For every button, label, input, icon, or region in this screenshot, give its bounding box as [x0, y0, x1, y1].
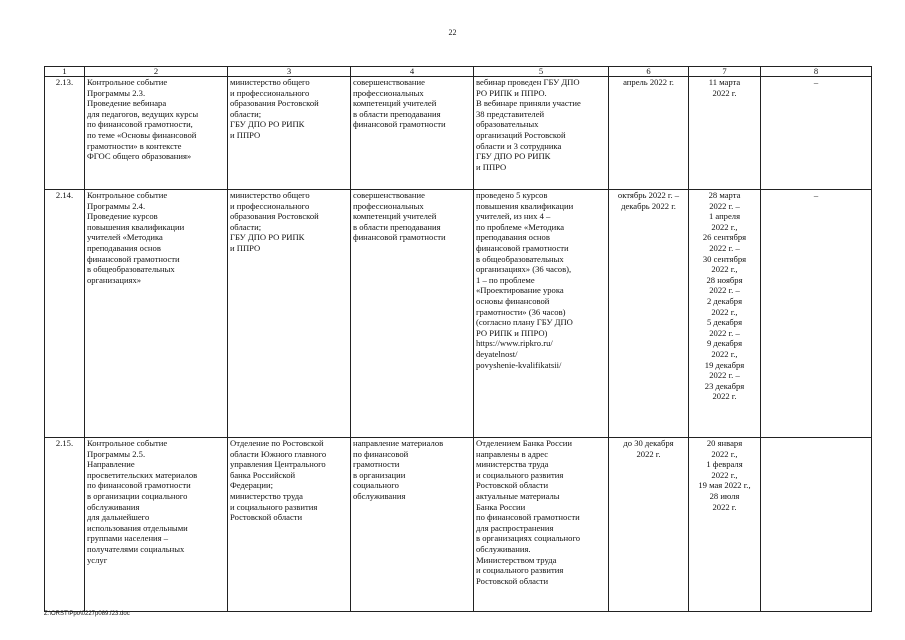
page-number: 22: [448, 28, 457, 37]
note-cell: –: [761, 77, 872, 190]
event-cell: Контрольное событие Программы 2.4. Проведение курсов повышения квалификации учителей «Методика преподавания основ финансовой грамотности в общеобразовательных организациях»: [85, 190, 228, 438]
executor-cell: Отделение по Ростовской области Южного главного управления Центрального банка Российской Федерации; министерство труда и социального развития Ростовской области: [228, 438, 351, 612]
event-cell: Контрольное событие Программы 2.5. Направление просветительских материалов по финансовой грамотности в организации социального обслуживания для дальнейшего использования отдельными группами населения – получателями социальных услуг: [85, 438, 228, 612]
event-cell: Контрольное событие Программы 2.3. Проведение вебинара для педагогов, ведущих курсы по финансовой грамотности, по теме «Основы финансовой грамотности» в контексте ФГОС общего образования»: [85, 77, 228, 190]
result-cell: совершенствование профессиональных компетенций учителей в области преподавания финансовой грамотности: [351, 190, 474, 438]
note-cell: [761, 438, 872, 612]
table-row: [45, 190, 872, 438]
plan-date-cell: до 30 декабря 2022 г.: [609, 438, 689, 612]
table-row: [45, 438, 872, 612]
plan-date-cell: октябрь 2022 г. – декабрь 2022 г.: [609, 190, 689, 438]
plan-date-cell: апрель 2022 г.: [609, 77, 689, 190]
col-number: 7: [689, 67, 761, 77]
note-cell: –: [761, 190, 872, 438]
col-number: 1: [45, 67, 85, 77]
col-number: 5: [474, 67, 609, 77]
executor-cell: министерство общего и профессионального образования Ростовской области; ГБУ ДПО РО РИПК и ППРО: [228, 77, 351, 190]
file-path-footer: Z:\ORST\Ppo\0227p089.f23.doc: [44, 611, 130, 617]
fact-date-cell: 20 января 2022 г., 1 февраля 2022 г., 19 мая 2022 г., 28 июля 2022 г.: [689, 438, 761, 612]
col-number: 8: [761, 67, 872, 77]
row-number: 2.14.: [45, 190, 85, 438]
executor-cell: министерство общего и профессионального образования Ростовской области; ГБУ ДПО РО РИПК и ППРО: [228, 190, 351, 438]
table-row: [45, 77, 872, 190]
col-number: 4: [351, 67, 474, 77]
col-number: 3: [228, 67, 351, 77]
fact-date-cell: 28 марта 2022 г. – 1 апреля 2022 г., 26 сентября 2022 г. – 30 сентября 2022 г., 28 ноября 2022 г. – 2 декабря 2022 г., 5 декабря 2022 г. – 9 декабря 2022 г., 19 декабря 2022 г. – 23 декабря 2022 г.: [689, 190, 761, 438]
column-number-row: [45, 67, 872, 77]
actual-result-cell: Отделением Банка России направлены в адрес министерства труда и социального развития Ростовской области актуальные материалы Банка России по финансовой грамотности для распространения в организациях социального обслуживания. Министерством труда и социального развития Ростовской области: [474, 438, 609, 612]
row-number: 2.13.: [45, 77, 85, 190]
row-number: 2.15.: [45, 438, 85, 612]
actual-result-cell: вебинар проведен ГБУ ДПО РО РИПК и ППРО. В вебинаре приняли участие 38 представителей образовательных организаций Ростовской области и 3 сотрудника ГБУ ДПО РО РИПК и ППРО: [474, 77, 609, 190]
fact-date-cell: 11 марта 2022 г.: [689, 77, 761, 190]
actual-result-cell: проведено 5 курсов повышения квалификации учителей, из них 4 – по проблеме «Методика преподавания основ финансовой грамотности в общеобразовательных организациях» (36 часов), 1 – по проблеме «Проектирование урока основы финансовой грамотности» (36 часов) (согласно плану ГБУ ДПО РО РИПК и ППРО) https://www.ripkro.ru/ deyatelnost/ povyshenie-kvalifikatsii/: [474, 190, 609, 438]
result-cell: направление материалов по финансовой грамотности в организации социального обслуживания: [351, 438, 474, 612]
report-table: [44, 66, 872, 612]
col-number: 2: [85, 67, 228, 77]
col-number: 6: [609, 67, 689, 77]
result-cell: совершенствование профессиональных компетенций учителей в области преподавания финансовой грамотности: [351, 77, 474, 190]
